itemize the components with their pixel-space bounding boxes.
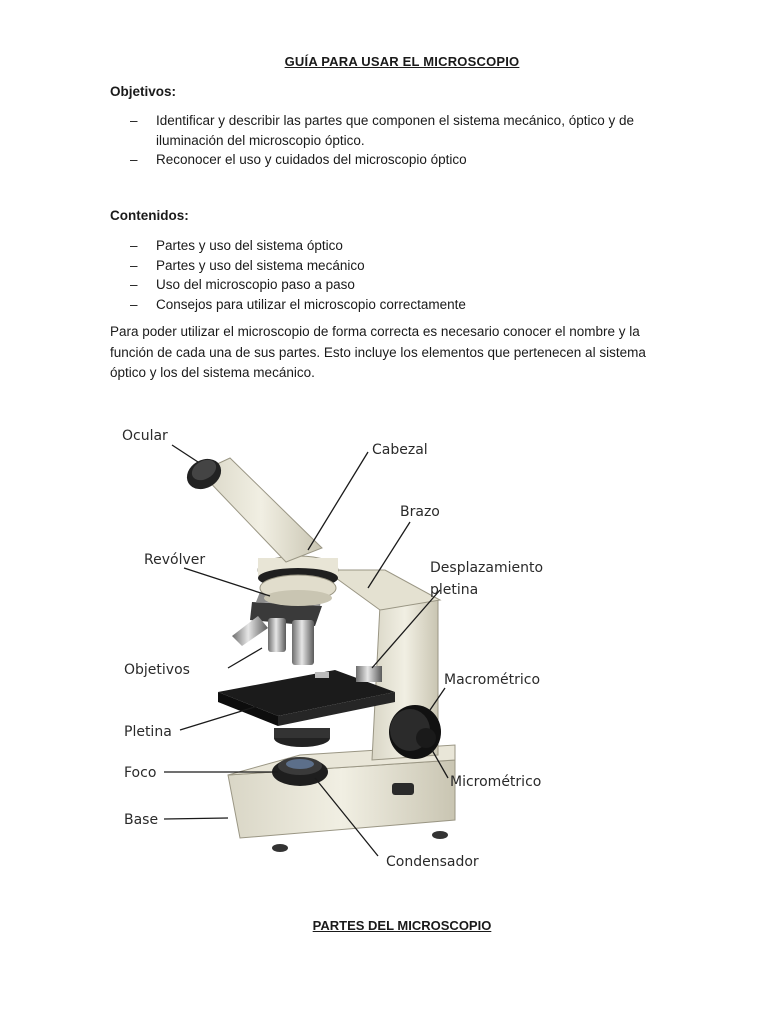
microscope-head xyxy=(258,556,338,606)
label-desplazamiento-pletina: pletina xyxy=(430,582,479,598)
microscope-base xyxy=(228,745,455,852)
label-foco: Foco xyxy=(124,765,157,781)
content-text: Partes y uso del sistema mecánico xyxy=(156,257,365,273)
label-macrometrico: Macrométrico xyxy=(444,672,541,688)
label-base: Base xyxy=(124,812,159,828)
label-cabezal: Cabezal xyxy=(372,442,428,458)
contents-list xyxy=(110,236,680,314)
stage xyxy=(218,666,395,726)
contents-heading: Contenidos: xyxy=(110,208,189,223)
section-title-parts: PARTES DEL MICROSCOPIO xyxy=(312,918,492,933)
bullet-dash: – xyxy=(130,296,138,312)
bullet-dash: – xyxy=(130,152,138,167)
objective-text: Reconocer el uso y cuidados del microscopio óptico xyxy=(156,152,467,167)
document-title: GUÍA PARA USAR EL MICROSCOPIO xyxy=(284,54,520,69)
label-micrometrico: Micrométrico xyxy=(450,774,542,790)
list-item xyxy=(110,275,680,295)
label-pletina: Pletina xyxy=(124,724,172,740)
list-item xyxy=(110,236,680,256)
content-text: Uso del microscopio paso a paso xyxy=(156,277,355,292)
objective-text: Identificar y describir las partes que componen el sistema mecánico, óptico y de iluminación del microscopio óptico. xyxy=(156,113,634,148)
condenser xyxy=(274,728,330,747)
list-item xyxy=(110,295,680,315)
bullet-dash: – xyxy=(130,238,138,253)
intro-paragraph: Para poder utilizar el microscopio de forma correcta es necesario conocer el nombre y la función de cada una de sus partes. Esto incluye los elementos que pertenecen al sistema óptico y los del sistema mecánico. xyxy=(110,324,646,380)
microscope-figure xyxy=(110,410,580,880)
label-revolver: Revólver xyxy=(144,552,206,568)
bullet-dash: – xyxy=(130,277,138,292)
objectives-list xyxy=(110,111,680,170)
label-desplazamiento: Desplazamiento xyxy=(430,560,544,576)
list-item xyxy=(110,256,680,276)
label-brazo: Brazo xyxy=(400,504,440,520)
bullet-dash: – xyxy=(130,257,138,273)
content-text: Consejos para utilizar el microscopio correctamente xyxy=(156,296,466,312)
content-text: Partes y uso del sistema óptico xyxy=(156,238,343,253)
eyepiece-tube xyxy=(181,453,322,562)
list-item xyxy=(110,111,680,150)
objectives-heading: Objetivos: xyxy=(110,84,177,99)
microscope-diagram xyxy=(110,410,580,880)
label-objetivos: Objetivos xyxy=(124,662,190,678)
label-ocular: Ocular xyxy=(122,428,168,444)
label-condensador: Condensador xyxy=(386,854,479,870)
bullet-dash: – xyxy=(130,113,138,128)
list-item xyxy=(110,150,680,170)
